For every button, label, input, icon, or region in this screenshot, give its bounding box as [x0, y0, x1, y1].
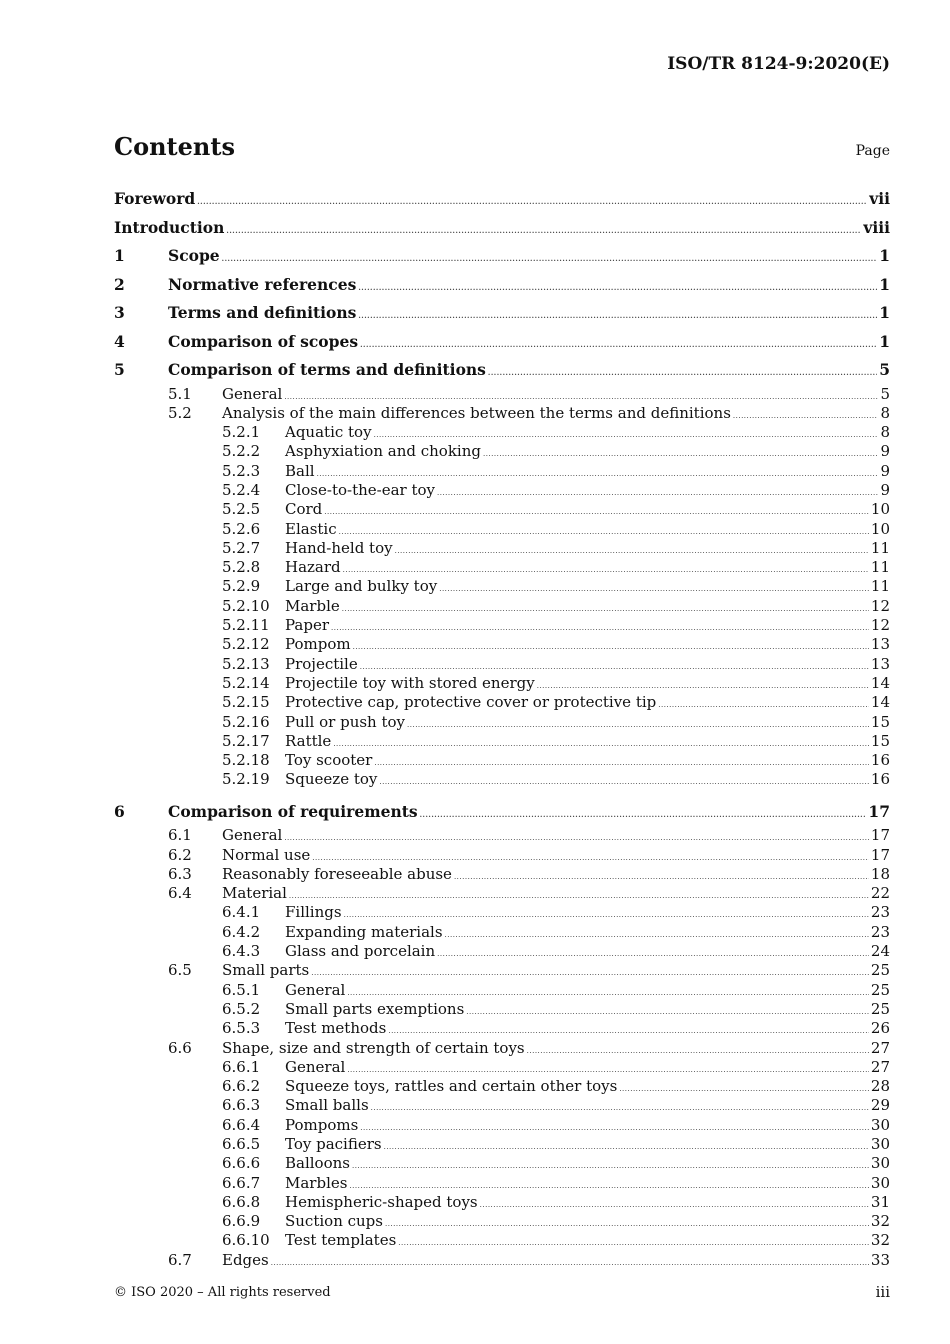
toc-entry[interactable] — [114, 185, 890, 214]
toc-entry[interactable] — [114, 242, 890, 271]
toc-entry-page: 10 — [870, 519, 890, 538]
toc-entry-title: Comparison of scopes — [168, 331, 359, 351]
toc-entry-number: 6.3 — [168, 864, 192, 883]
toc-entry-number: 6.6.4 — [222, 1115, 261, 1134]
toc-entry[interactable] — [114, 1193, 890, 1212]
toc-entry[interactable] — [114, 923, 890, 942]
toc-entry-page: 13 — [870, 635, 890, 654]
toc-entry-number: 6.6.9 — [222, 1212, 261, 1231]
toc-entry-number: 6.2 — [168, 845, 192, 864]
toc-entry[interactable] — [114, 884, 890, 903]
toc-entry[interactable] — [114, 961, 890, 980]
toc-entry-page: 9 — [880, 442, 890, 461]
toc-entry[interactable] — [114, 770, 890, 789]
toc-entry-page: 31 — [870, 1192, 890, 1211]
toc-entry-title: Analysis of the main differences between the terms and definitions — [222, 403, 731, 422]
dot-leader — [445, 926, 869, 945]
toc-entry-page: 25 — [870, 999, 890, 1018]
dot-leader — [226, 217, 861, 246]
toc-entry-title: Pompom — [285, 635, 351, 654]
toc-entry[interactable] — [114, 1154, 890, 1173]
toc-entry-number: 5.2.7 — [222, 538, 261, 557]
toc-entry-number: 6.6.1 — [222, 1057, 261, 1076]
dot-leader — [360, 1119, 869, 1138]
toc-entry-title: Introduction — [114, 217, 225, 237]
dot-leader — [658, 696, 869, 715]
toc-entry-page: 22 — [870, 884, 890, 903]
toc-entry[interactable] — [114, 942, 890, 961]
toc-entry[interactable] — [114, 1231, 890, 1250]
toc-entry[interactable] — [114, 1212, 890, 1231]
toc-entry-page: 10 — [870, 500, 890, 519]
toc-entry[interactable] — [114, 271, 890, 300]
toc-entry-number: 6.5 — [168, 961, 192, 980]
toc-entry[interactable] — [114, 442, 890, 461]
toc-entry-number: 6.6.2 — [222, 1077, 261, 1096]
toc-entry-page: 17 — [870, 826, 890, 845]
toc-entry-title: Cord — [285, 500, 323, 519]
toc-entry-page: 25 — [870, 961, 890, 980]
dot-leader — [437, 484, 878, 503]
toc-entry-page: 15 — [870, 712, 890, 731]
toc-entry-page: 16 — [870, 770, 890, 789]
dot-leader — [454, 868, 869, 887]
toc-entry[interactable] — [114, 481, 890, 500]
toc-entry-title: Large and bulky toy — [285, 577, 438, 596]
toc-entry-page: 5 — [880, 384, 890, 403]
toc-entry-number: 6.6.5 — [222, 1134, 261, 1153]
toc-entry-number: 5.2.3 — [222, 461, 261, 480]
toc-entry-number: 6.4.3 — [222, 942, 261, 961]
toc-entry[interactable] — [114, 1251, 890, 1270]
toc-entry-number: 6.6.3 — [222, 1096, 261, 1115]
toc-entry[interactable] — [114, 356, 890, 385]
toc-entry-page: 17 — [870, 845, 890, 864]
toc-entry[interactable] — [114, 1135, 890, 1154]
toc-entry[interactable] — [114, 798, 890, 827]
toc-entry-number: 5.2.9 — [222, 577, 261, 596]
toc-entry[interactable] — [114, 558, 890, 577]
dot-leader — [271, 1254, 869, 1273]
toc-entry-page: 30 — [870, 1173, 890, 1192]
toc-entry-title: Elastic — [285, 519, 337, 538]
toc-entry-title: Ball — [285, 461, 315, 480]
toc-entry[interactable] — [114, 846, 890, 865]
toc-entry-title: Hand-held toy — [285, 538, 393, 557]
dot-leader — [385, 1215, 869, 1234]
toc-entry-page: 30 — [870, 1134, 890, 1153]
toc-entry-title: Rattle — [285, 731, 332, 750]
toc-entry-title: Asphyxiation and choking — [285, 442, 481, 461]
toc-entry-number: 6.1 — [168, 826, 192, 845]
toc-entry-page: vii — [869, 189, 890, 208]
toc-entry-number: 6.4.1 — [222, 903, 261, 922]
dot-leader — [395, 542, 869, 561]
dot-leader — [358, 302, 877, 331]
toc-entry-number: 5.2.12 — [222, 635, 270, 654]
dot-leader — [352, 1157, 869, 1176]
toc-entry-page: 23 — [870, 922, 890, 941]
toc-entry-number: 5.2.8 — [222, 558, 261, 577]
toc-entry-number: 6.6.8 — [222, 1192, 261, 1211]
toc-entry-number: 6.5.2 — [222, 999, 261, 1018]
dot-leader — [311, 964, 869, 983]
dot-leader — [331, 619, 869, 638]
toc-entry[interactable] — [114, 616, 890, 635]
dot-leader — [439, 580, 869, 599]
toc-entry-number: 4 — [114, 331, 125, 351]
dot-leader — [289, 887, 869, 906]
dot-leader — [384, 1138, 869, 1157]
toc-entry-number: 5.2 — [168, 403, 192, 422]
toc-entry-number: 6.4 — [168, 884, 192, 903]
toc-entry-number: 6.6.10 — [222, 1231, 270, 1250]
dot-leader — [733, 407, 879, 426]
footer-copyright: © ISO 2020 – All rights reserved — [114, 1285, 331, 1300]
toc-entry-page: 14 — [870, 673, 890, 692]
dot-leader — [480, 1196, 869, 1215]
toc-entry-number: 6.4.2 — [222, 922, 261, 941]
toc-entry-title: Foreword — [114, 189, 196, 208]
toc-entry-title: Normal use — [222, 845, 311, 864]
dot-leader — [342, 600, 869, 619]
toc-entry-title: Expanding materials — [285, 922, 443, 941]
toc-entry[interactable] — [114, 693, 890, 712]
toc-entry[interactable] — [114, 655, 890, 674]
dot-leader — [483, 445, 878, 464]
toc-entry-title: Aquatic toy — [285, 423, 372, 442]
dot-leader — [284, 829, 869, 848]
toc-entry-number: 6.5.3 — [222, 1019, 261, 1038]
toc-entry-number: 5.2.2 — [222, 442, 261, 461]
toc-entry-title: Toy scooter — [285, 751, 373, 770]
toc-entry-title: Small parts exemptions — [285, 999, 465, 1018]
toc-entry-title: Reasonably foreseeable abuse — [222, 864, 452, 883]
dot-leader — [466, 1003, 869, 1022]
toc-entry-number: 6.6.6 — [222, 1154, 261, 1173]
dot-leader — [619, 1080, 869, 1099]
toc-entry-title: Close-to-the-ear toy — [285, 480, 435, 499]
toc-entry-page: 5 — [879, 360, 890, 379]
dot-leader — [527, 1042, 869, 1061]
toc-entry-title: Pompoms — [285, 1115, 359, 1134]
toc-entry-page: 18 — [870, 864, 890, 883]
dot-leader — [407, 716, 869, 735]
dot-leader — [437, 945, 869, 964]
toc-entry-page: 1 — [879, 246, 890, 265]
toc-entry-number: 5.2.19 — [222, 770, 270, 789]
toc-entry-page: 26 — [870, 1019, 890, 1038]
toc-entry-title: Comparison of terms and definitions — [168, 360, 486, 379]
toc-entry[interactable] — [114, 385, 890, 404]
toc-entry-page: 24 — [870, 942, 890, 961]
toc-entry-title: Projectile — [285, 654, 358, 673]
toc-entry[interactable] — [114, 751, 890, 770]
toc-entry[interactable] — [114, 1019, 890, 1038]
toc-entry[interactable] — [114, 539, 890, 558]
toc-entry-page: 25 — [870, 980, 890, 999]
toc-entry-title: General — [285, 980, 346, 999]
toc-entry-title: Paper — [285, 616, 330, 635]
toc-entry-page: 11 — [870, 538, 890, 557]
toc-entry-number: 5.2.17 — [222, 731, 270, 750]
toc-entry-title: Comparison of requirements — [168, 801, 418, 821]
toc-entry-number: 5.2.4 — [222, 480, 261, 499]
footer-page-number: iii — [875, 1283, 890, 1301]
dot-leader — [197, 188, 867, 217]
toc-entry-title: Small parts — [222, 961, 310, 980]
toc-entry[interactable] — [114, 520, 890, 539]
dot-leader — [333, 735, 869, 754]
toc-entry-number: 5.2.10 — [222, 596, 270, 615]
dot-leader — [374, 754, 869, 773]
toc-entry-title: Squeeze toys, rattles and certain other toys — [285, 1077, 618, 1096]
toc-entry-page: 15 — [870, 731, 890, 750]
toc-entry-title: Scope — [168, 246, 220, 265]
toc-entry-title: Squeeze toy — [285, 770, 378, 789]
dot-leader — [324, 503, 869, 522]
toc-entry[interactable] — [114, 1116, 890, 1135]
toc-entry[interactable] — [114, 674, 890, 693]
toc-entry[interactable] — [114, 1174, 890, 1193]
toc-entry[interactable] — [114, 577, 890, 596]
toc-entry-title: Hazard — [285, 558, 341, 577]
toc-entry[interactable] — [114, 713, 890, 732]
toc-entry[interactable] — [114, 1058, 890, 1077]
toc-entry[interactable] — [114, 826, 890, 845]
toc-entry-page: 32 — [870, 1231, 890, 1250]
toc-entry-number: 5.2.16 — [222, 712, 270, 731]
toc-entry-page: 13 — [870, 654, 890, 673]
toc-entry-title: Pull or push toy — [285, 712, 406, 731]
toc-entry-number: 5.2.6 — [222, 519, 261, 538]
toc-entry-page: 32 — [870, 1212, 890, 1231]
toc-entry-page: 9 — [880, 480, 890, 499]
toc-entry-title: Marbles — [285, 1173, 348, 1192]
toc-entry-number: 5.2.15 — [222, 693, 270, 712]
toc-entry[interactable] — [114, 732, 890, 751]
toc-entry-page: 30 — [870, 1115, 890, 1134]
toc-entry-page: 28 — [870, 1077, 890, 1096]
toc-entry-page: 9 — [880, 461, 890, 480]
toc-entry-title: General — [222, 384, 283, 403]
dot-leader — [379, 773, 869, 792]
dot-leader — [420, 801, 867, 830]
toc-entry-title: Shape, size and strength of certain toys — [222, 1038, 525, 1057]
toc-entry-number: 2 — [114, 274, 125, 294]
toc-entry-number: 6.6 — [168, 1038, 192, 1057]
toc-entry-title: Balloons — [285, 1154, 350, 1173]
toc-entry[interactable] — [114, 500, 890, 519]
contents-title: Contents — [114, 132, 235, 161]
toc-entry-page: 33 — [870, 1250, 890, 1269]
toc-entry-title: Hemispheric-shaped toys — [285, 1192, 478, 1211]
toc-entry[interactable] — [114, 981, 890, 1000]
toc-entry-number: 5.2.13 — [222, 654, 270, 673]
toc-entry-title: General — [222, 826, 283, 845]
dot-leader — [488, 359, 877, 388]
toc-entry-number: 5.2.14 — [222, 673, 270, 692]
toc-entry[interactable] — [114, 1000, 890, 1019]
table-of-contents — [114, 185, 890, 1270]
toc-entry-page: viii — [863, 217, 890, 237]
toc-entry[interactable] — [114, 328, 890, 357]
toc-entry-title: Small balls — [285, 1096, 369, 1115]
toc-entry-page: 16 — [870, 751, 890, 770]
toc-entry[interactable] — [114, 1039, 890, 1058]
toc-entry-page: 8 — [880, 423, 890, 442]
toc-entry-title: Material — [222, 884, 287, 903]
toc-entry[interactable] — [114, 635, 890, 654]
toc-entry-page: 12 — [870, 616, 890, 635]
toc-entry-number: 5 — [114, 360, 125, 379]
toc-entry-page: 29 — [870, 1096, 890, 1115]
toc-entry-number: 5.2.18 — [222, 751, 270, 770]
toc-entry[interactable] — [114, 597, 890, 616]
toc-entry-number: 5.2.5 — [222, 500, 261, 519]
toc-entry[interactable] — [114, 1077, 890, 1096]
toc-entry-number: 5.1 — [168, 384, 192, 403]
toc-entry-title: Edges — [222, 1250, 269, 1269]
toc-entry[interactable] — [114, 299, 890, 328]
toc-entry-title: Protective cap, protective cover or protective tip — [285, 693, 657, 712]
toc-entry-number: 5.2.11 — [222, 616, 270, 635]
toc-entry-number: 1 — [114, 246, 125, 265]
toc-entry-number: 3 — [114, 303, 125, 322]
toc-entry-title: Glass and porcelain — [285, 942, 436, 961]
dot-leader — [358, 274, 877, 303]
toc-entry-title: Toy pacifiers — [285, 1134, 382, 1153]
toc-entry-page: 27 — [870, 1057, 890, 1076]
dot-leader — [222, 245, 878, 274]
toc-entry-page: 11 — [870, 577, 890, 596]
toc-entry-number: 6.7 — [168, 1250, 192, 1269]
dot-leader — [360, 331, 877, 360]
toc-entry[interactable] — [114, 462, 890, 481]
toc-entry-page: 27 — [870, 1038, 890, 1057]
dot-leader — [371, 1099, 869, 1118]
toc-entry-page: 8 — [880, 403, 890, 422]
toc-entry-page: 14 — [870, 693, 890, 712]
toc-entry[interactable] — [114, 423, 890, 442]
toc-entry-page: 1 — [879, 331, 890, 351]
document-id: ISO/TR 8124-9:2020(E) — [667, 54, 890, 74]
toc-entry-page: 1 — [879, 303, 890, 322]
toc-entry-number: 6 — [114, 801, 125, 821]
toc-entry-page: 23 — [870, 903, 890, 922]
toc-entry-title: Test methods — [285, 1019, 387, 1038]
toc-entry-page: 12 — [870, 596, 890, 615]
toc-entry-number: 6.6.7 — [222, 1173, 261, 1192]
toc-entry-page: 11 — [870, 558, 890, 577]
toc-entry-title: Suction cups — [285, 1212, 383, 1231]
toc-entry[interactable] — [114, 1096, 890, 1115]
toc-entry-page: 30 — [870, 1154, 890, 1173]
toc-entry-title: Projectile toy with stored energy — [285, 673, 535, 692]
toc-entry[interactable] — [114, 214, 890, 243]
dot-leader — [353, 638, 869, 657]
toc-entry-page: 1 — [879, 274, 890, 294]
toc-entry-title: General — [285, 1057, 346, 1076]
toc-entry[interactable] — [114, 903, 890, 922]
toc-entry-title: Terms and definitions — [168, 303, 357, 322]
toc-entry[interactable] — [114, 865, 890, 884]
page-column-label: Page — [855, 143, 890, 159]
toc-entry-page: 17 — [868, 801, 890, 821]
dot-leader — [339, 523, 869, 542]
toc-entry-number: 6.5.1 — [222, 980, 261, 999]
toc-entry-title: Fillings — [285, 903, 342, 922]
toc-entry-title: Test templates — [285, 1231, 397, 1250]
toc-entry[interactable] — [114, 404, 890, 423]
toc-entry-title: Normative references — [168, 274, 357, 294]
dot-leader — [398, 1234, 869, 1253]
toc-entry-number: 5.2.1 — [222, 423, 261, 442]
toc-entry-title: Marble — [285, 596, 340, 615]
